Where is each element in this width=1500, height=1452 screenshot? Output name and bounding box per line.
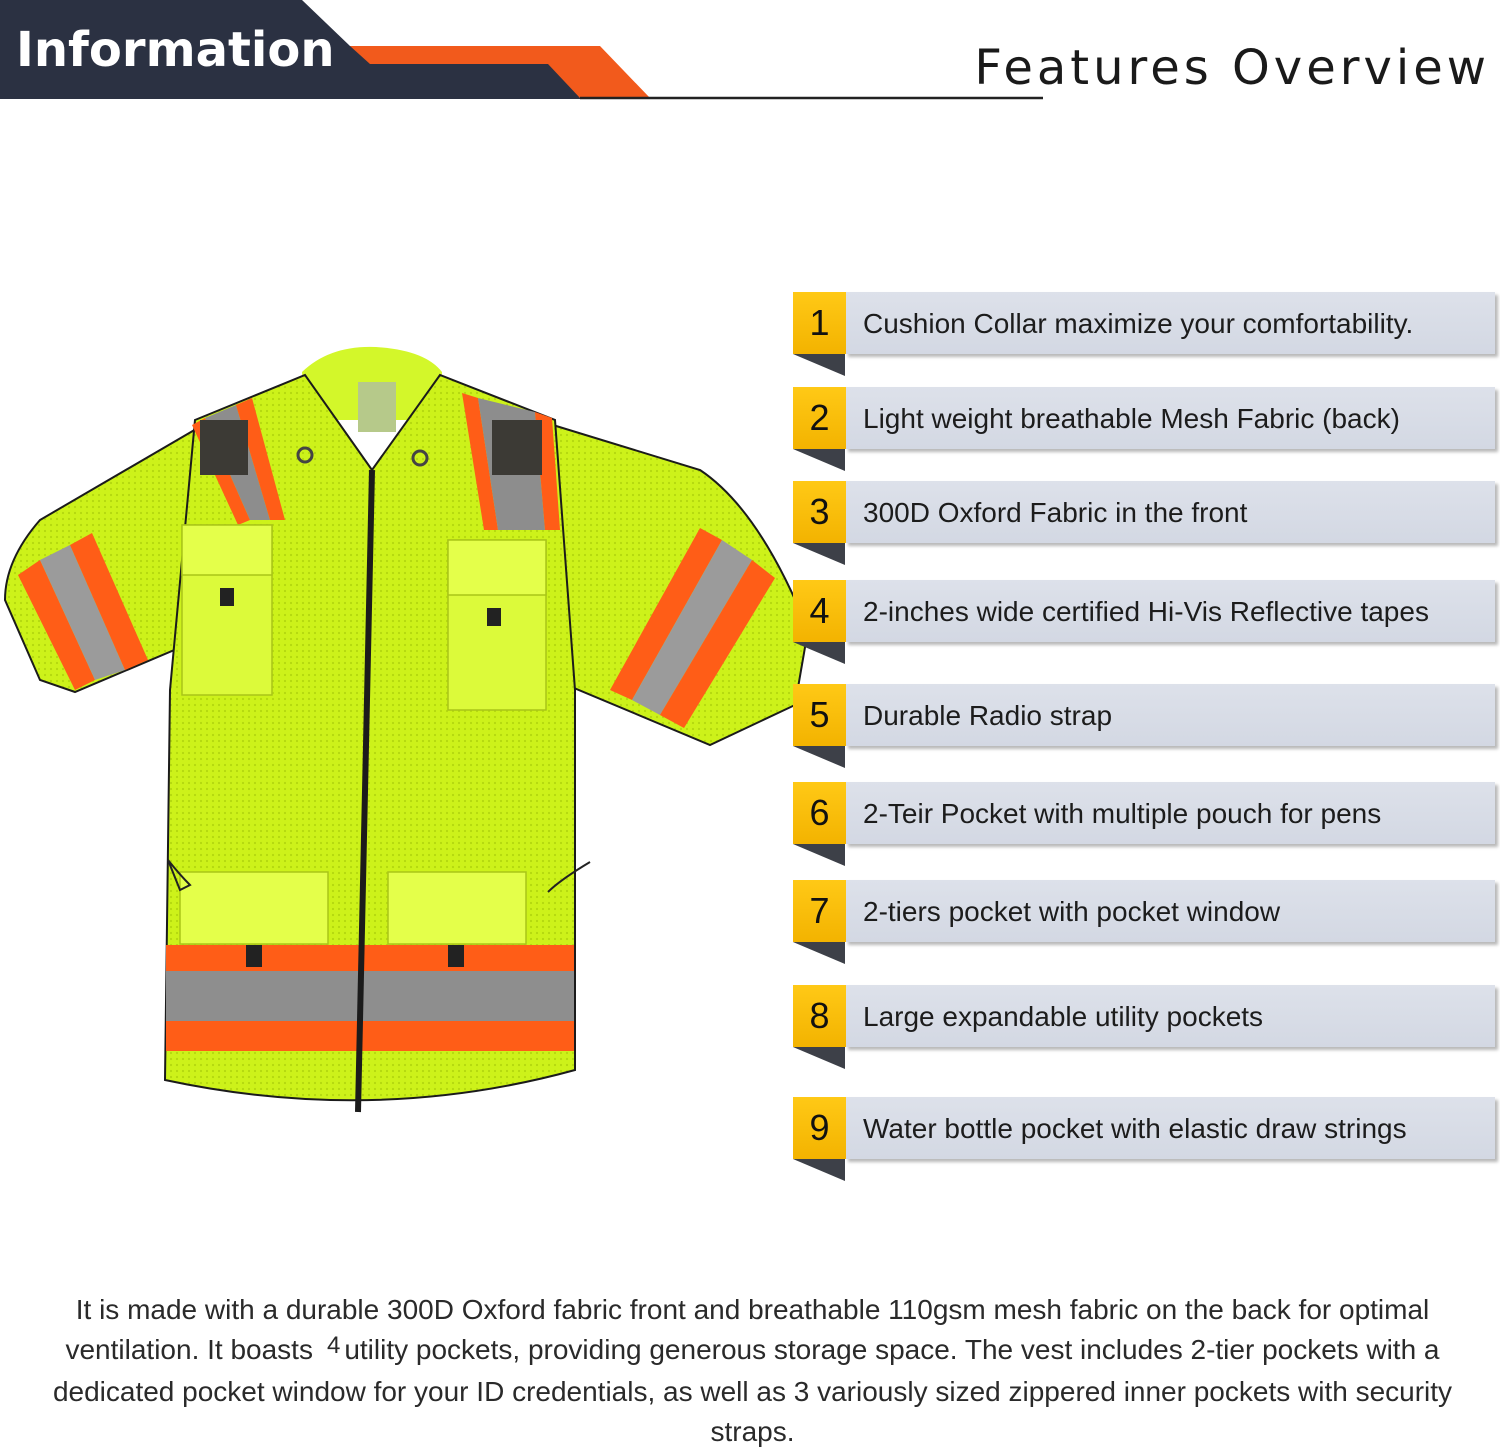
feature-number: 3 bbox=[793, 481, 846, 543]
right-lower-pocket-tab bbox=[448, 945, 464, 967]
feature-text: 2-Teir Pocket with multiple pouch for pens bbox=[863, 798, 1382, 829]
feature-number: 2 bbox=[793, 387, 846, 449]
pocket-count: 4 bbox=[326, 1332, 341, 1359]
product-description bbox=[30, 1290, 1475, 1452]
fold-shadow bbox=[793, 1159, 845, 1181]
collar-label bbox=[358, 382, 396, 432]
description-part-2: utility pockets, providing generous storage space. The vest includes 2-tier pockets with a dedicated pocket window for your ID credentials, as well as 3 variously sized zippered inner pockets with security straps. bbox=[52, 1334, 1453, 1447]
left-chest-flap bbox=[182, 525, 272, 575]
right-chest-flap bbox=[448, 540, 546, 595]
feature-item bbox=[793, 580, 1495, 670]
lower-tape-orange-2 bbox=[166, 1021, 574, 1051]
feature-number: 5 bbox=[793, 684, 846, 746]
description-part-1: It is made with a durable 300D Oxford fabric front and breathable 110gsm mesh fabric on the back for optimal ventilation. It boasts bbox=[65, 1294, 1430, 1365]
feature-text: Cushion Collar maximize your comfortability. bbox=[863, 308, 1414, 339]
fold-shadow bbox=[793, 844, 845, 866]
feature-number: 4 bbox=[793, 580, 846, 642]
feature-text: 300D Oxford Fabric in the front bbox=[863, 497, 1248, 528]
feature-item bbox=[793, 782, 1495, 872]
feature-number: 6 bbox=[793, 782, 846, 844]
fold-shadow bbox=[793, 1047, 845, 1069]
fold-shadow bbox=[793, 354, 845, 376]
feature-item bbox=[793, 880, 1495, 970]
fold-shadow bbox=[793, 449, 845, 471]
feature-number: 8 bbox=[793, 985, 846, 1047]
feature-item bbox=[793, 684, 1495, 774]
feature-item bbox=[793, 985, 1495, 1075]
feature-number: 1 bbox=[793, 292, 846, 354]
feature-number: 7 bbox=[793, 880, 846, 942]
info-badge-title: Information bbox=[16, 22, 335, 78]
left-shoulder-dark-panel bbox=[200, 420, 248, 475]
feature-item bbox=[793, 292, 1495, 382]
left-lower-pocket-tab bbox=[246, 945, 262, 967]
feature-text: Durable Radio strap bbox=[863, 700, 1113, 731]
feature-text: Water bottle pocket with elastic draw strings bbox=[863, 1113, 1407, 1144]
right-lower-pocket-flap bbox=[388, 872, 526, 944]
right-chest-tab bbox=[487, 608, 501, 626]
lower-tape-silver bbox=[166, 971, 574, 1021]
feature-number: 9 bbox=[793, 1097, 846, 1159]
left-lower-pocket-flap bbox=[180, 872, 328, 944]
feature-item bbox=[793, 1097, 1495, 1187]
fold-shadow bbox=[793, 746, 845, 768]
hi-vis-safety-vest-icon bbox=[0, 340, 820, 1120]
feature-text: Large expandable utility pockets bbox=[863, 1001, 1264, 1032]
page-title: Features Overview bbox=[974, 40, 1490, 96]
fold-shadow bbox=[793, 642, 845, 664]
right-shoulder-dark-panel bbox=[492, 420, 542, 475]
feature-text: Light weight breathable Mesh Fabric (back) bbox=[863, 403, 1400, 434]
feature-item bbox=[793, 387, 1495, 477]
feature-item bbox=[793, 481, 1495, 571]
lower-tape-orange-1 bbox=[166, 945, 574, 971]
fold-shadow bbox=[793, 543, 845, 565]
feature-text: 2-tiers pocket with pocket window bbox=[863, 896, 1281, 927]
fold-shadow bbox=[793, 942, 845, 964]
feature-text: 2-inches wide certified Hi-Vis Reflective tapes bbox=[863, 596, 1429, 627]
left-chest-tab bbox=[220, 588, 234, 606]
